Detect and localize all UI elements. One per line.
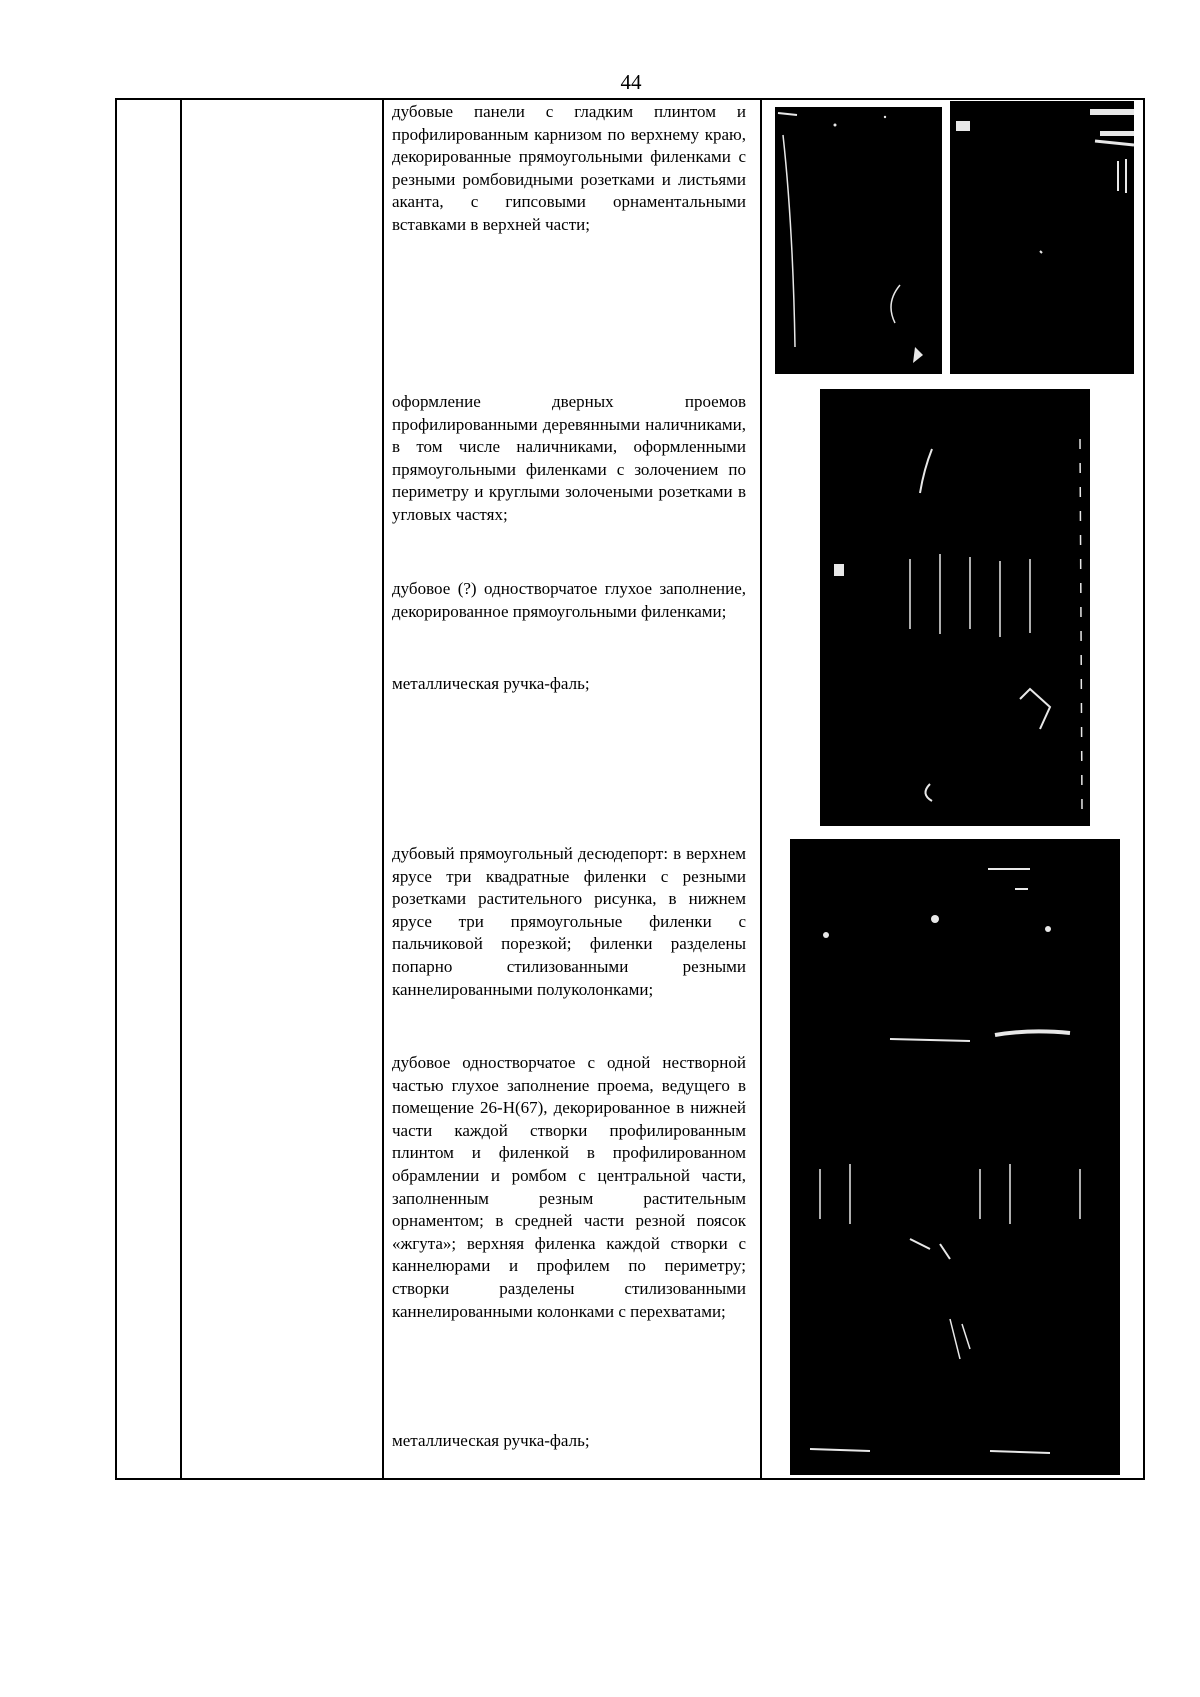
wall-panel-photo-right-icon — [950, 101, 1134, 374]
double-door-photo-icon — [790, 839, 1120, 1475]
wall-panel-photo-left — [775, 107, 942, 374]
wall-panel-photo-right — [950, 101, 1134, 374]
door-frame-photo-icon — [820, 389, 1090, 826]
description-door-handle-2: металлическая ручка-фаль; — [392, 1431, 590, 1450]
description-overdoor: дубовый прямоугольный десюдепорт: в верхнем ярусе три квадратные филенки с резными розетками растительного рисунка, в нижнем ярусе три прямоугольные филенки с пальчиковой порезкой; филенки разделены попарно стилизованными резными каннелированными полуколонками; — [392, 844, 746, 999]
door-frame-photo — [820, 389, 1090, 826]
table-column-divider-1 — [180, 98, 182, 1480]
page-number: 44 — [620, 70, 642, 94]
double-door-photo — [790, 839, 1120, 1475]
wall-panel-photo-left-icon — [775, 107, 942, 374]
description-single-door: дубовое (?) одностворчатое глухое заполнение, декорированное прямоугольными филенками; — [392, 579, 746, 621]
description-wall-panels: дубовые панели с гладким плинтом и профилированным карнизом по верхнему краю, декорированные прямоугольными филенками с резными ромбовидными розетками и листьями аканта, с гипсовыми орнаментальными вставками в верхней части; — [392, 102, 746, 234]
table-column-divider-3 — [760, 98, 762, 1480]
description-door-casings: оформление дверных проемов профилированными деревянными наличниками, в том числе наличниками, оформленными прямоугольными филенками с золочением по периметру и круглыми золочеными розетками в угловых частях; — [392, 392, 746, 524]
table-column-divider-2 — [382, 98, 384, 1480]
description-double-door: дубовое одностворчатое с одной нестворной частью глухое заполнение проема, ведущего в помещение 26-Н(67), декорированное в нижней части каждой створки профилированным плинтом и филенкой в профилированном обрамлении и ромбом с центральной части, заполненным резным растительным орнаментом; в средней части резной поясок «жгута»; верхняя филенка каждой створки с каннелюрами и профилем по периметру; створки разделены стилизованными каннелированными колонками с перехватами; — [392, 1053, 746, 1321]
description-door-handle-1: металлическая ручка-фаль; — [392, 674, 590, 693]
